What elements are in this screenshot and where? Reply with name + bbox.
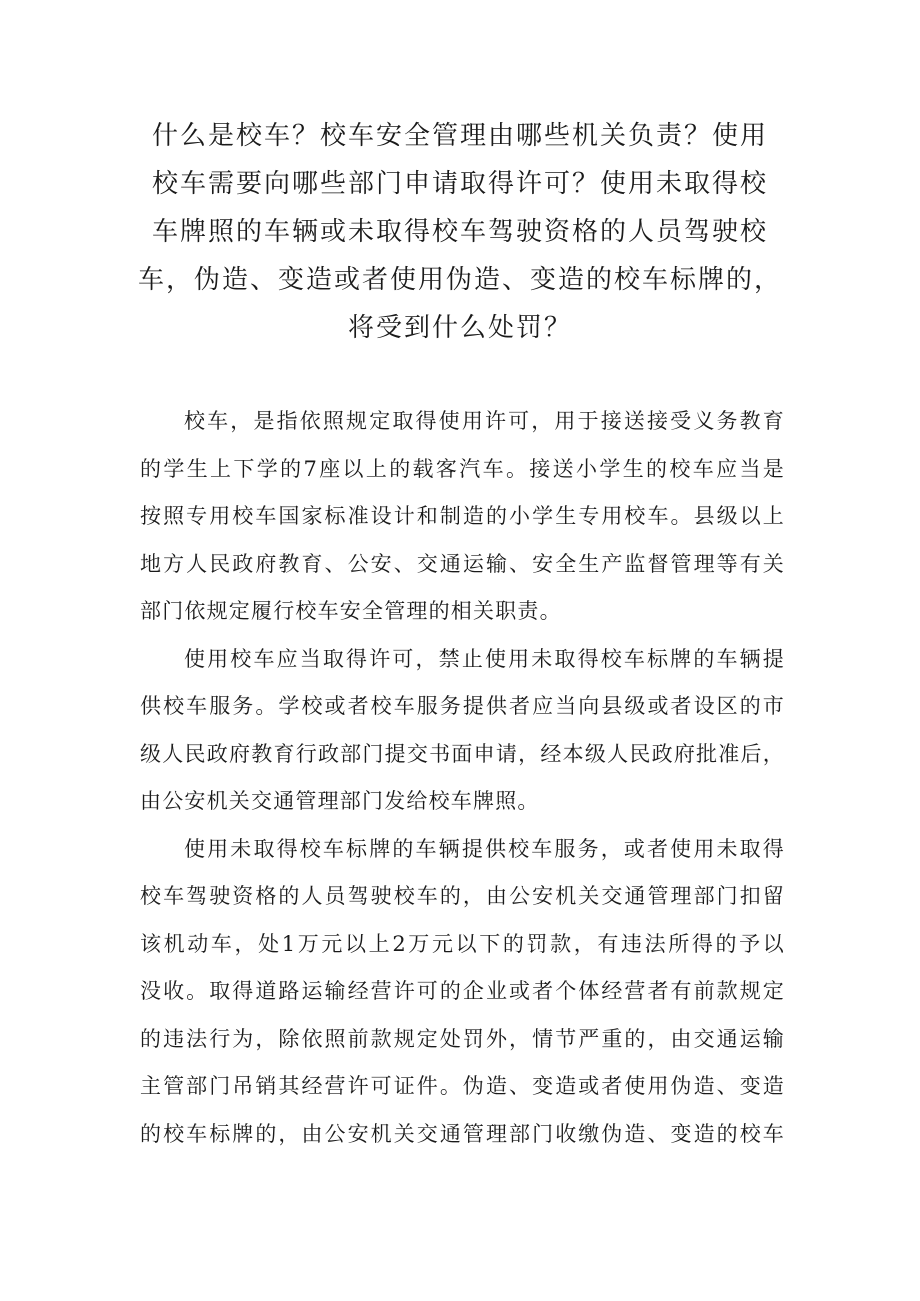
text-line: 主管部门吊销其经营许可证件。伪造、变造或者使用伪造、变造	[140, 1074, 785, 1098]
text-line: 该机动车，处1万元以上2万元以下的罚款，有违法所得的予以	[140, 931, 785, 956]
paragraph-definition	[140, 398, 785, 636]
text-line: 的校车标牌的，由公安机关交通管理部门收缴伪造、变造的校车	[140, 1121, 785, 1146]
text-line: 由公安机关交通管理部门发给校车牌照。	[140, 789, 540, 813]
text-line: 校车，是指依照规定取得使用许可，用于接送接受义务教育	[184, 409, 785, 433]
title-line: 校车需要向哪些部门申请取得许可？使用未取得校	[151, 169, 768, 199]
title-line: 什么是校车？校车安全管理由哪些机关负责？使用	[151, 121, 768, 151]
text-line: 的违法行为，除依照前款规定处罚外，情节严重的，由交通运输	[140, 1026, 785, 1051]
text-line: 校车驾驶资格的人员驾驶校车的，由公安机关交通管理部门扣留	[140, 884, 785, 908]
paragraph-permit	[140, 636, 785, 826]
text-line: 供校车服务。学校或者校车服务提供者应当向县级或者设区的市	[140, 694, 785, 718]
text-line: 的学生上下学的7座以上的载客汽车。接送小学生的校车应当是	[140, 456, 785, 481]
document-title	[120, 112, 800, 352]
title-line: 车牌照的车辆或未取得校车驾驶资格的人员驾驶校	[151, 217, 768, 247]
text-line: 使用未取得校车标牌的车辆提供校车服务，或者使用未取得	[184, 836, 785, 861]
document-body	[140, 398, 785, 1158]
title-line: 将受到什么处罚？	[347, 313, 572, 343]
text-line: 使用校车应当取得许可，禁止使用未取得校车标牌的车辆提	[184, 646, 785, 671]
text-line: 没收。取得道路运输经营许可的企业或者个体经营者有前款规定	[140, 979, 785, 1003]
text-line: 级人民政府教育行政部门提交书面申请，经本级人民政府批准后，	[140, 741, 785, 766]
text-line: 部门依规定履行校车安全管理的相关职责。	[140, 599, 562, 623]
text-line: 按照专用校车国家标准设计和制造的小学生专用校车。县级以上	[140, 504, 785, 528]
text-line: 地方人民政府教育、公安、交通运输、安全生产监督管理等有关	[140, 551, 785, 576]
title-line: 车，伪造、变造或者使用伪造、变造的校车标牌的，	[137, 265, 782, 295]
paragraph-penalty	[140, 826, 785, 1159]
